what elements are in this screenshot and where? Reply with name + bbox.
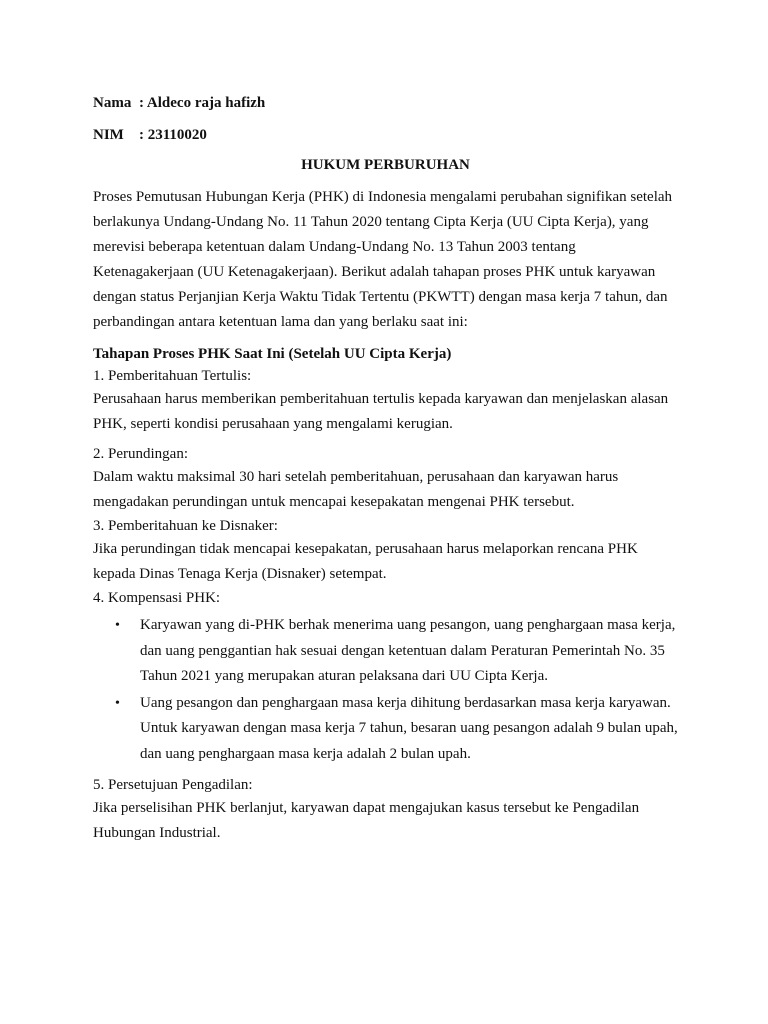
step-3-title: 3. Pemberitahuan ke Disnaker: (93, 518, 278, 534)
document-title: HUKUM PERBURUHAN (301, 157, 470, 173)
step-1-title: 1. Pemberitahuan Tertulis: (93, 368, 252, 384)
student-nim-line (93, 124, 678, 146)
bullet-text: Karyawan yang di-PHK berhak menerima uang pesangon, uang penghargaan masa kerja, dan uang penggantian hak sesuai dengan ketentuan dalam Peraturan Pemerintah No. 35 Tahun 2021 yang merupakan aturan pelaksana dari UU Cipta Kerja. (140, 617, 676, 684)
name-value: : Aldeco raja hafizh (139, 95, 266, 111)
step-4-title: 4. Kompensasi PHK: (93, 590, 221, 606)
list-item (93, 691, 678, 768)
name-label: Nama (93, 95, 132, 111)
step-5-body: Jika perselisihan PHK berlanjut, karyawan dapat mengajukan kasus tersebut ke Pengadilan Hubungan Industrial. (93, 800, 640, 841)
nim-value: : 23110020 (139, 127, 207, 143)
step-3-body: Jika perundingan tidak mencapai kesepakatan, perusahaan harus melaporkan rencana PHK kepada Dinas Tenaga Kerja (Disnaker) setempat. (93, 541, 638, 582)
student-name-line (93, 92, 678, 114)
step-5-title: 5. Persetujuan Pengadilan: (93, 777, 253, 793)
bullet-icon: • (115, 618, 120, 633)
step-2-body: Dalam waktu maksimal 30 hari setelah pemberitahuan, perusahaan dan karyawan harus mengadakan perundingan untuk mencapai kesepakatan mengenai PHK tersebut. (93, 469, 619, 510)
document-page (93, 92, 678, 846)
step-1-body: Perusahaan harus memberikan pemberitahuan tertulis kepada karyawan dan menjelaskan alasan PHK, seperti kondisi perusahaan yang mengalami kerugian. (93, 391, 669, 432)
step-2-title: 2. Perundingan: (93, 446, 188, 462)
section-heading: Tahapan Proses PHK Saat Ini (Setelah UU Cipta Kerja) (93, 346, 452, 362)
intro-paragraph: Proses Pemutusan Hubungan Kerja (PHK) di Indonesia mengalami perubahan signifikan setelah berlakunya Undang-Undang No. 11 Tahun 2020 tentang Cipta Kerja (UU Cipta Kerja), yang merevisi beberapa ketentuan dalam Undang-Undang No. 13 Tahun 2003 tentang Ketenagakerjaan (UU Ketenagakerjaan). Berikut adalah tahapan proses PHK untuk karyawan dengan status Perjanjian Kerja Waktu Tidak Tertentu (PKWTT) dengan masa kerja 7 tahun, dan perbandingan antara ketentuan lama dan yang berlaku saat ini: (93, 189, 673, 330)
list-item (93, 613, 678, 690)
bullet-icon: • (115, 695, 120, 711)
nim-label: NIM (93, 127, 124, 143)
bullet-text: Uang pesangon dan penghargaan masa kerja dihitung berdasarkan masa kerja karyawan. Untuk karyawan dengan masa kerja 7 tahun, besaran uang pesangon adalah 9 bulan upah, dan uang penghargaan masa kerja adalah 2 bulan upah. (140, 694, 678, 762)
compensation-bullet-list (93, 613, 678, 767)
